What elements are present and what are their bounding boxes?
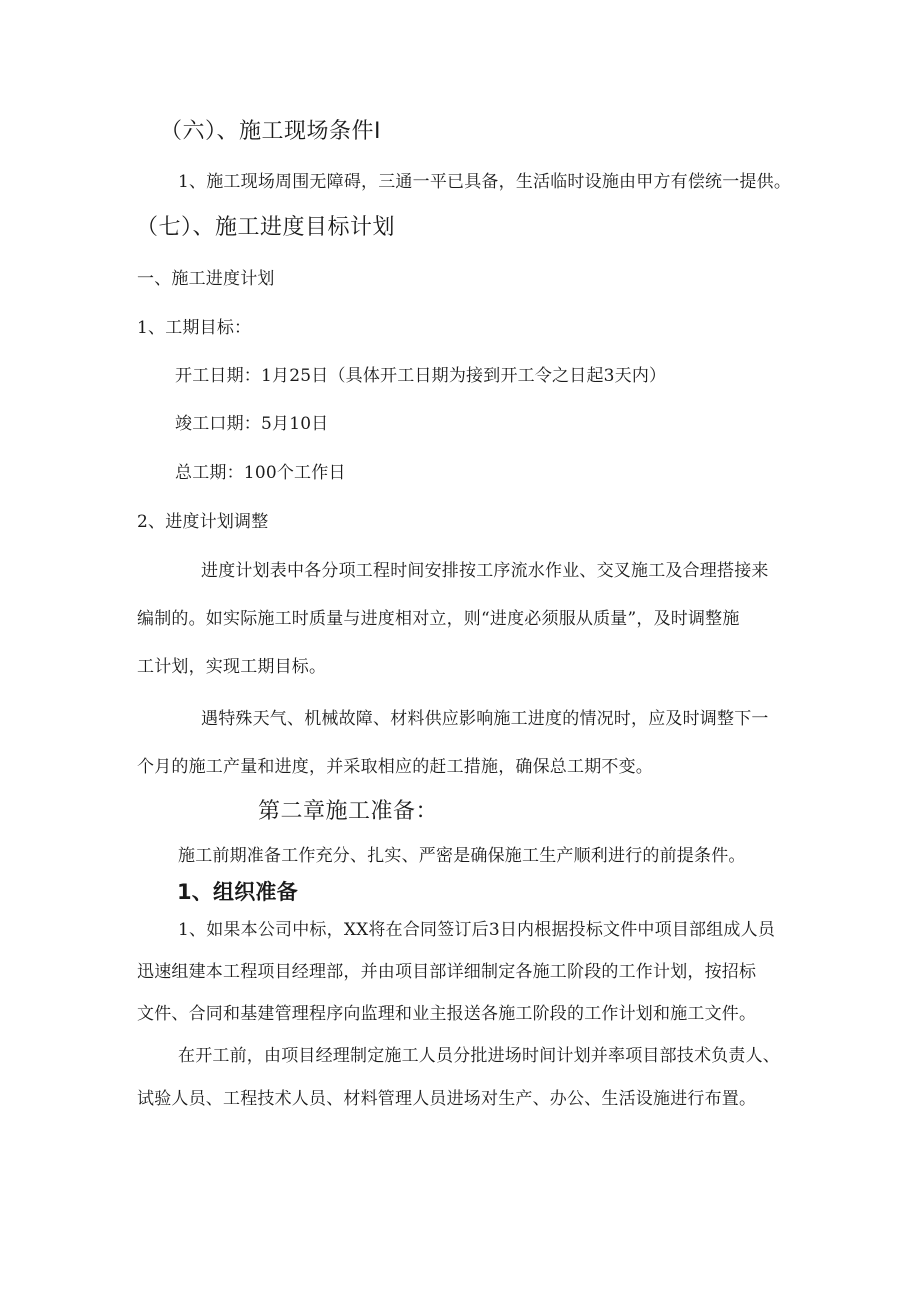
- schedule-plan-subheading: 一、施工进度计划: [137, 269, 275, 289]
- total-duration: 总工期：100个工作日: [175, 463, 346, 483]
- adjust-para-2-line-1: 遇特殊天气、机械故障、材料供应影响施工进度的情况时，应及时调整下一: [201, 709, 769, 729]
- completion-date: 竣工口期：5月10日: [175, 414, 329, 434]
- org-para-1-line-3: 文件、合同和基建管理程序向监理和业主报送各施工阶段的工作计划和施工文件。: [137, 1004, 757, 1024]
- section-7-heading: （七）、施工进度目标计划: [136, 215, 396, 240]
- org-para-2-line-2: 试验人员、工程技术人员、材料管理人员进场对生产、办公、生活设施进行布置。: [137, 1089, 757, 1109]
- org-para-1-line-1: 1、如果本公司中标，XX将在合同签订后3日内根据投标文件中项目部组成人员: [178, 920, 776, 940]
- org-para-2-line-1: 在开工前，由项目经理制定施工人员分批进场时间计划并率项目部技术负责人、: [178, 1046, 780, 1066]
- adjust-para-1-line-1: 进度计划表中各分项工程时间安排按工序流水作业、交叉施工及合理搭接来: [201, 561, 769, 581]
- adjust-para-1-line-2: 编制的。如实际施工时质量与进度相对立，则“进度必须服从质量”，及时调整施: [137, 609, 740, 629]
- section-6-heading: （六）、施工现场条件I: [160, 119, 381, 144]
- org-para-1-line-2: 迅速组建本工程项目经理部，并由项目部详细制定各施工阶段的工作计划，按招标: [137, 962, 757, 982]
- start-date: 开工日期：1月25日（具体开工日期为接到开工令之日起3天内）: [175, 366, 667, 386]
- schedule-adjust-title: 2、进度计划调整: [137, 512, 269, 532]
- schedule-goal-title: 1、工期目标：: [137, 318, 252, 338]
- adjust-para-1-line-3: 工计划，实现工期目标。: [137, 657, 327, 677]
- chapter-2-title: 第二章施工准备：: [258, 799, 439, 824]
- chapter-2-intro: 施工前期准备工作充分、扎实、严密是确保施工生产顺利进行的前提条件。: [178, 846, 746, 866]
- adjust-para-2-line-2: 个月的施工产量和进度，并采取相应的赶工措施，确保总工期不变。: [137, 757, 653, 777]
- org-prep-heading: 1、组织准备: [177, 880, 298, 904]
- section-6-item-1: 1、施工现场周围无障碍，三通一平已具备，生活临时设施由甲方有偿统一提供。: [178, 172, 792, 192]
